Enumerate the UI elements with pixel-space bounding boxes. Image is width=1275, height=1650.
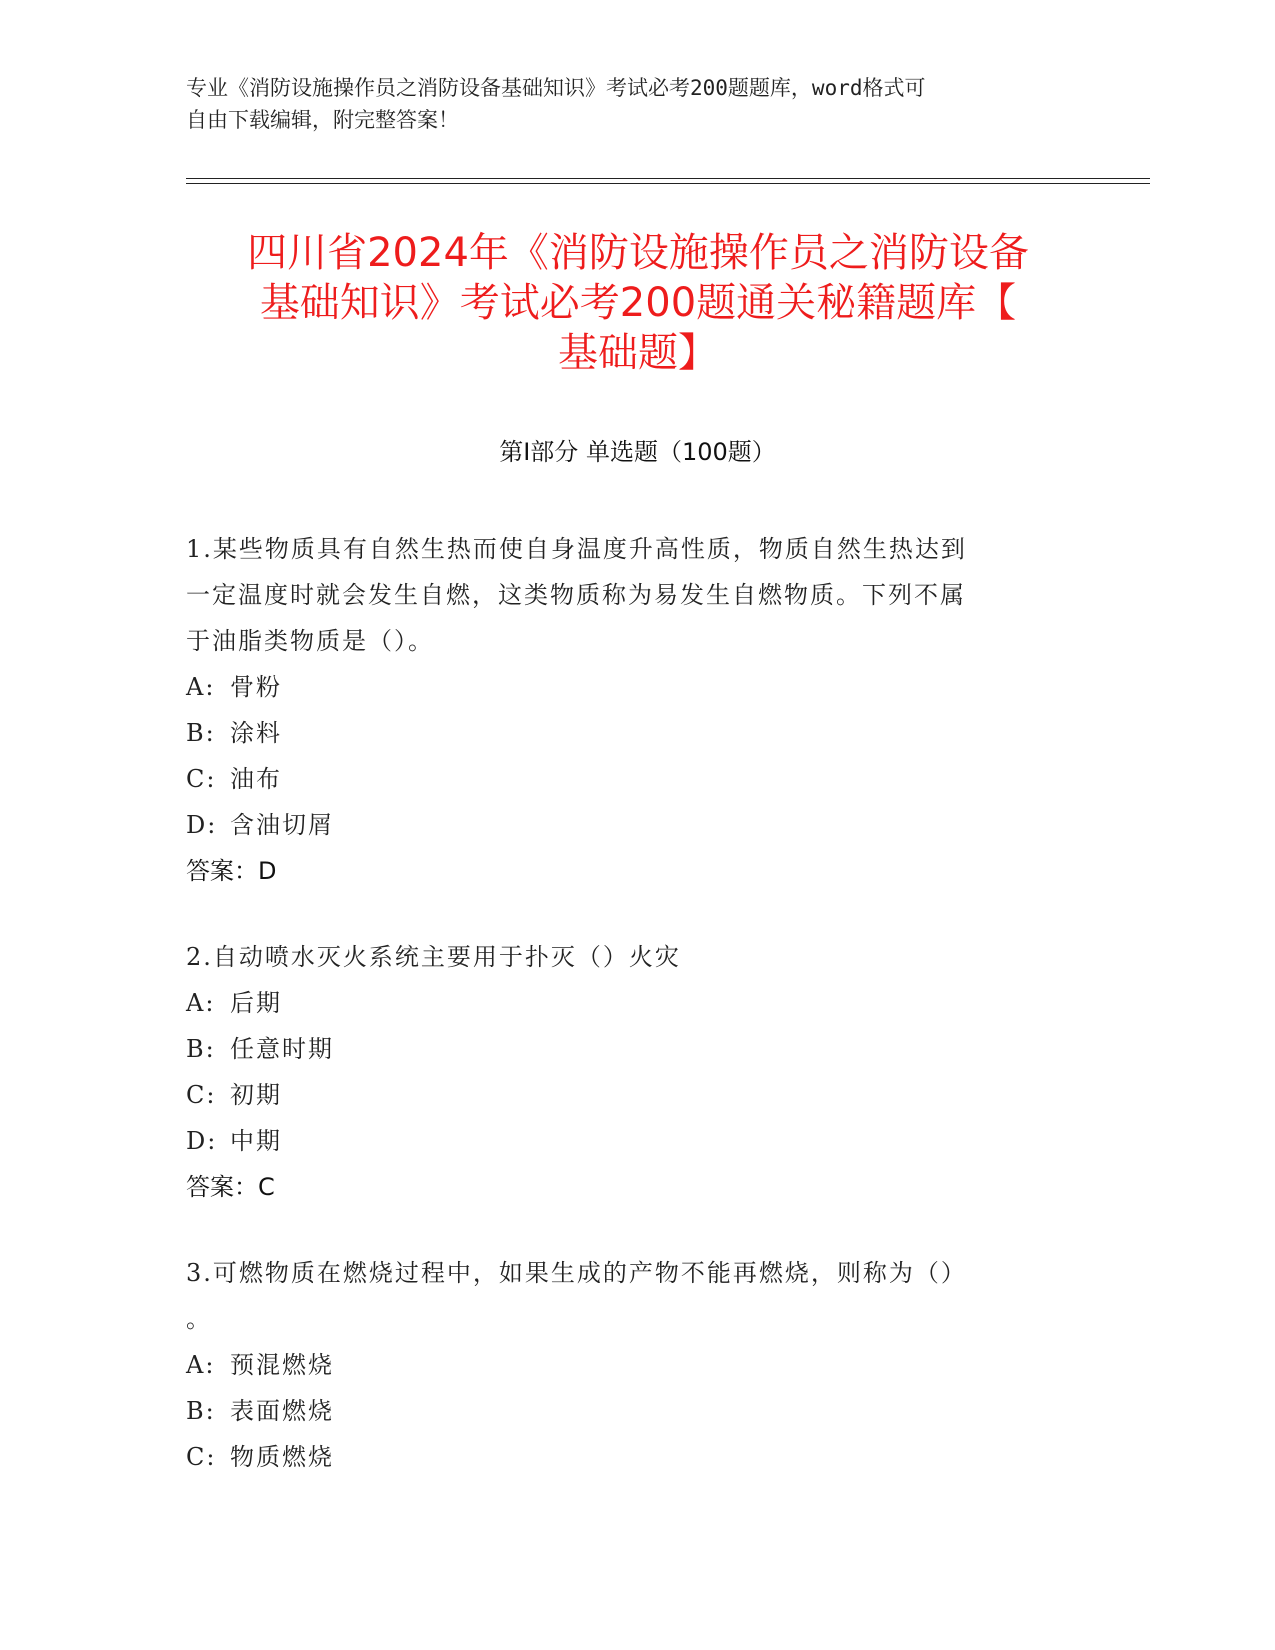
document-title [150, 228, 1126, 378]
option-text: 含油切屑 [230, 811, 334, 839]
option-text: 中期 [230, 1127, 282, 1155]
header-note [186, 72, 1086, 136]
option-key: B: [186, 1035, 216, 1063]
question-text-line: 1.某些物质具有自然生热而使自身温度升高性质，物质自然生热达到 [186, 535, 967, 563]
option-key: C: [186, 1081, 217, 1109]
option-key: A: [186, 1351, 216, 1379]
option-key: C: [186, 765, 217, 793]
option-key: A: [186, 673, 216, 701]
option-c [186, 1072, 1066, 1118]
document-title-line: 基础题】 [558, 330, 718, 376]
document-title-line: 基础知识》考试必考200题通关秘籍题库【 [259, 280, 1017, 326]
option-text: 骨粉 [230, 673, 282, 701]
question-item [186, 934, 1066, 1210]
option-text: 预混燃烧 [230, 1351, 334, 1379]
option-key: A: [186, 989, 216, 1017]
question-item [186, 526, 1066, 894]
question-text-line: 2.自动喷水灭火系统主要用于扑灭（）火灾 [186, 943, 681, 971]
question-text-line: 3.可燃物质在燃烧过程中，如果生成的产物不能再燃烧，则称为（） [186, 1259, 967, 1287]
option-text: 油布 [230, 765, 282, 793]
option-c [186, 756, 1066, 802]
option-a [186, 664, 1066, 710]
question-text-line: 。 [186, 1305, 212, 1333]
option-a [186, 1342, 1066, 1388]
answer-line: 答案：C [186, 1173, 275, 1201]
option-a [186, 980, 1066, 1026]
document-title-line: 四川省2024年《消防设施操作员之消防设备 [247, 230, 1029, 276]
option-b [186, 1026, 1066, 1072]
question-list [186, 526, 1066, 1520]
option-key: D: [186, 1127, 218, 1155]
header-divider [186, 178, 1150, 179]
section-title: 第I部分 单选题（100题） [499, 438, 776, 466]
option-text: 任意时期 [230, 1035, 334, 1063]
option-text: 后期 [230, 989, 282, 1017]
header-divider [186, 183, 1150, 184]
option-text: 涂料 [230, 719, 282, 747]
option-key: D: [186, 811, 218, 839]
question-item [186, 1250, 1066, 1480]
option-text: 物质燃烧 [230, 1443, 334, 1471]
option-key: B: [186, 719, 216, 747]
option-d [186, 802, 1066, 848]
header-note-line: 专业《消防设施操作员之消防设备基础知识》考试必考200题题库，word格式可 [186, 76, 926, 100]
option-text: 表面燃烧 [230, 1397, 334, 1425]
question-text-line: 一定温度时就会发生自燃，这类物质称为易发生自燃物质。下列不属 [186, 581, 966, 609]
question-text [186, 934, 1066, 980]
question-text [186, 526, 1066, 664]
question-text [186, 1250, 1066, 1342]
answer-line: 答案：D [186, 857, 277, 885]
option-c [186, 1434, 1066, 1480]
header-note-line: 自由下载编辑，附完整答案！ [186, 108, 459, 132]
option-key: B: [186, 1397, 216, 1425]
option-d [186, 1118, 1066, 1164]
option-text: 初期 [230, 1081, 282, 1109]
option-key: C: [186, 1443, 217, 1471]
option-b [186, 1388, 1066, 1434]
question-text-line: 于油脂类物质是（）。 [186, 627, 434, 655]
option-b [186, 710, 1066, 756]
